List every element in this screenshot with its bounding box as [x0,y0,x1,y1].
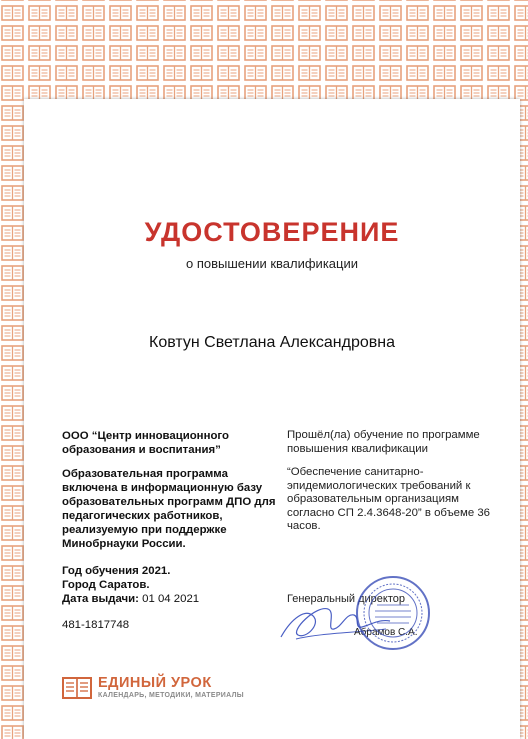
issue-date [62,592,277,606]
logo-name: ЕДИНЫЙ УРОК [98,675,212,691]
issue-details [62,564,277,606]
director-label: Генеральный директор [287,593,405,605]
official-stamp [355,575,431,651]
certificate-sheet [24,99,520,739]
director-name: Абрамов С.А. [354,627,418,638]
logo-text [98,676,244,699]
program-note: Образовательная программа включена в информационную базу образовательных программ ДПО для педагогических работников, реализуемую при поддержке Минобрнауки России. [62,468,276,550]
issuer-column [62,429,277,632]
brand-logo [62,676,244,699]
registration-number: 481-1817748 [62,619,130,631]
issue-date-value: 01 04 2021 [142,593,200,605]
issue-date-label: Дата выдачи: [62,593,139,605]
certificate-title: УДОСТОВЕРЕНИЕ [144,217,400,247]
completion-text: Прошёл(ла) обучение по программе повышения квалификации [287,429,480,455]
course-title: “Обеспечение санитарно-эпидемиологических требований к образовательным организациям согласно СП 2.4.3648-20” в объеме 36 часов. [287,466,491,532]
book-icon [62,677,92,699]
organization-name: ООО “Центр инновационного образования и воспитания” [62,430,229,456]
certificate-subtitle: о повышении квалификации [186,256,358,271]
study-year: Год обучения 2021. [62,565,171,577]
course-column [287,429,502,534]
recipient-name: Ковтун Светлана Александровна [149,334,395,351]
logo-tagline: КАЛЕНДАРЬ, МЕТОДИКИ, МАТЕРИАЛЫ [98,692,244,699]
city: Город Саратов. [62,579,150,591]
